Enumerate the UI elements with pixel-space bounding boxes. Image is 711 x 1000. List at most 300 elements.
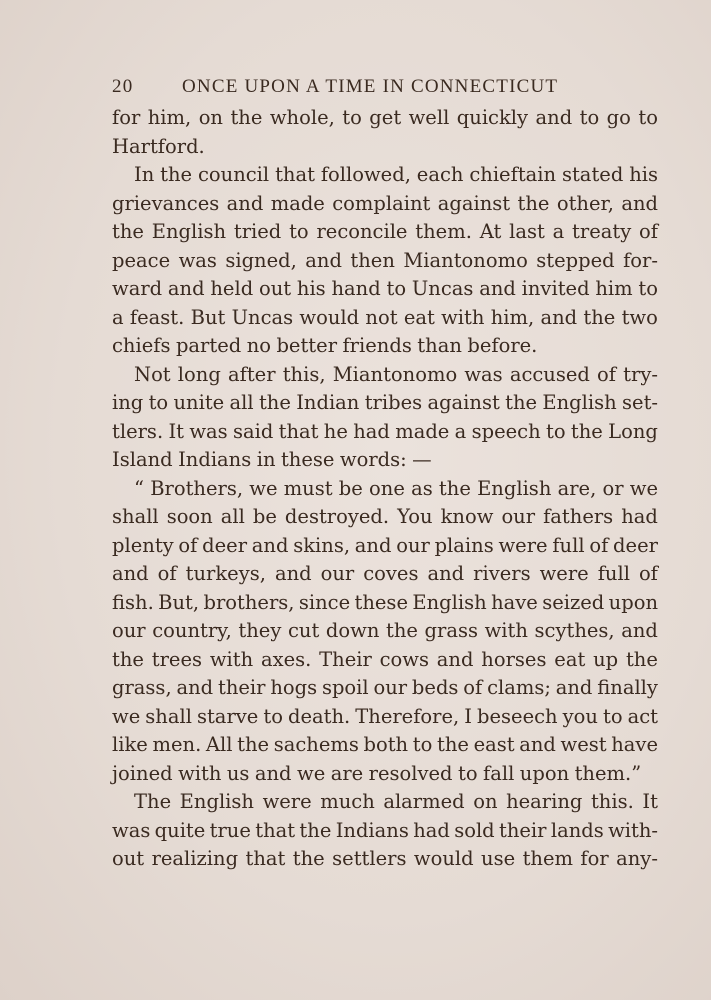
word: and <box>555 676 593 699</box>
word: this, <box>282 362 326 386</box>
text-line <box>112 845 658 874</box>
word: reconcile <box>316 220 408 243</box>
word: with <box>484 619 528 642</box>
word: You <box>397 505 433 528</box>
word: the <box>505 391 538 414</box>
word: him <box>595 277 633 300</box>
word: go <box>606 106 631 129</box>
word: that <box>278 419 319 443</box>
word: words: <box>339 448 407 471</box>
word: all <box>220 505 245 528</box>
word: since <box>298 590 351 614</box>
word: the <box>386 619 418 642</box>
word: for- <box>623 248 658 272</box>
text-line <box>112 275 658 304</box>
word: hearing <box>506 790 583 813</box>
text-line <box>112 161 658 190</box>
word: coves <box>363 562 419 585</box>
word: stated <box>561 163 624 186</box>
word: and <box>226 191 264 215</box>
word: or <box>602 476 624 500</box>
word: starve <box>196 704 259 728</box>
word: In <box>134 163 155 186</box>
text-line <box>112 589 658 618</box>
text-line <box>112 731 658 760</box>
word: deer <box>202 533 248 557</box>
text-line <box>112 475 658 504</box>
word: be <box>252 505 277 528</box>
word: to <box>602 704 623 728</box>
text-line <box>112 247 658 276</box>
word: all <box>229 391 254 414</box>
word: shall <box>145 704 192 728</box>
word: shall <box>112 505 159 528</box>
word: our <box>373 676 408 699</box>
word: brothers, <box>203 590 295 614</box>
word: in <box>256 448 276 471</box>
word: alarmed <box>383 790 465 813</box>
word: and <box>535 106 573 129</box>
word: invited <box>521 277 590 300</box>
word: against <box>437 191 511 215</box>
word: had <box>353 419 390 443</box>
word: try- <box>623 362 658 386</box>
word: to <box>638 106 658 129</box>
word: Long <box>608 419 658 443</box>
word: act <box>627 704 658 728</box>
word: grievances <box>112 191 220 215</box>
word: his <box>296 277 326 300</box>
word: quickly <box>456 106 529 129</box>
word: quite <box>154 818 206 842</box>
text-line <box>112 446 658 475</box>
word: must <box>283 476 333 500</box>
text-block <box>112 70 658 874</box>
word: before. <box>467 334 538 357</box>
word: But, <box>158 590 200 614</box>
word: other, <box>556 191 614 215</box>
word: and <box>621 619 658 642</box>
word: would <box>299 305 360 329</box>
word: English <box>542 391 617 414</box>
word: grass, <box>112 676 172 699</box>
word: and <box>621 191 658 215</box>
word: with- <box>608 818 658 842</box>
word: unite <box>173 391 225 414</box>
word: to <box>386 277 407 300</box>
word: these <box>354 590 408 614</box>
word: have <box>611 733 658 756</box>
word: were <box>539 562 589 585</box>
word: and <box>519 733 556 756</box>
word: of <box>157 562 177 585</box>
word: Indian <box>296 391 360 414</box>
text-line <box>112 104 658 133</box>
word: and <box>251 533 289 557</box>
word: clams; <box>487 676 551 699</box>
word: not <box>365 305 398 329</box>
word: full <box>552 533 585 557</box>
word: out <box>258 277 292 300</box>
word: Indians <box>335 818 409 842</box>
word: The <box>134 790 172 813</box>
text-line <box>112 503 658 532</box>
word: east <box>473 733 515 756</box>
word: followed, <box>320 163 411 186</box>
word: hand <box>331 277 381 300</box>
word: sachems <box>273 733 359 756</box>
word: seized <box>542 590 605 614</box>
text-line <box>112 617 658 646</box>
word: — <box>412 448 432 471</box>
word: English <box>412 590 487 614</box>
word: to <box>579 106 600 129</box>
word: beseech <box>477 704 558 728</box>
word: the <box>160 163 193 186</box>
word: two <box>621 305 658 329</box>
text-line <box>112 133 658 162</box>
word: made <box>395 419 450 443</box>
word: to <box>412 733 433 756</box>
word: full <box>597 562 630 585</box>
running-head <box>112 70 658 104</box>
text-line <box>112 418 658 447</box>
word: the <box>258 391 291 414</box>
word: one <box>369 476 405 500</box>
word: was <box>464 362 503 386</box>
word: against <box>427 391 500 414</box>
word: of <box>589 533 609 557</box>
word: of <box>463 676 483 699</box>
word: their <box>217 676 266 699</box>
word: they <box>238 619 282 642</box>
word: and <box>274 562 312 585</box>
word: true <box>209 818 251 842</box>
word: and <box>167 277 205 300</box>
word: set- <box>622 391 658 414</box>
word: But <box>190 305 226 329</box>
word: feast. <box>129 305 185 329</box>
word: accused <box>509 362 590 386</box>
word: complaint <box>332 191 431 215</box>
word: country, <box>152 619 232 642</box>
word: lands <box>550 818 604 842</box>
word: the <box>299 818 332 842</box>
word: and <box>427 562 465 585</box>
word: to <box>148 391 169 414</box>
word: have <box>491 590 538 614</box>
word: English <box>179 790 254 813</box>
word: sold <box>454 818 495 842</box>
word: hogs <box>270 676 318 699</box>
word: a <box>112 305 124 329</box>
word: Uncas <box>411 277 474 300</box>
word: realizing <box>151 847 239 870</box>
word: and <box>540 305 578 329</box>
word: joined <box>112 761 173 785</box>
word: said <box>232 419 274 443</box>
text-line <box>112 674 658 703</box>
word: cut <box>287 619 320 642</box>
word: no <box>246 334 271 357</box>
word: to <box>263 704 283 728</box>
word: much <box>320 790 375 813</box>
word: them.” <box>574 761 642 785</box>
word: our <box>320 562 355 585</box>
word: made <box>270 191 325 215</box>
word: are <box>330 761 364 785</box>
word: tribes <box>364 391 423 414</box>
word: with <box>441 305 485 329</box>
word: to <box>638 277 658 300</box>
word: fall <box>483 761 515 785</box>
text-line <box>112 332 658 361</box>
word: his <box>629 163 658 186</box>
word: the <box>292 847 325 870</box>
word: these <box>280 448 335 471</box>
word: the <box>583 305 616 329</box>
word: deer <box>613 533 658 557</box>
word: after <box>227 362 276 386</box>
body-text <box>112 104 658 874</box>
word: west <box>560 733 607 756</box>
word: ing <box>112 391 144 414</box>
word: plains <box>434 533 494 557</box>
word: the <box>112 647 144 671</box>
word: rivers <box>473 562 531 585</box>
word: use <box>481 847 516 870</box>
word: Therefore, <box>355 704 460 728</box>
word: Miantonomo <box>332 362 458 386</box>
word: to <box>342 106 362 129</box>
word: then <box>350 248 395 272</box>
text-line <box>112 532 658 561</box>
word: the <box>112 220 144 243</box>
word: resolved <box>368 761 453 785</box>
text-line <box>112 218 658 247</box>
word: English <box>477 476 552 500</box>
word: to <box>457 761 478 785</box>
word: us <box>226 761 250 785</box>
word: last <box>509 220 545 243</box>
word: had <box>413 818 450 842</box>
word: of <box>597 362 617 386</box>
word: parted <box>175 334 242 357</box>
word: know <box>440 505 494 528</box>
word: our <box>112 619 146 642</box>
word: death. <box>287 704 351 728</box>
text-line <box>112 361 658 390</box>
word: cows <box>379 647 429 671</box>
word: beds <box>411 676 459 699</box>
word: this. <box>590 790 634 813</box>
word: we <box>629 476 658 500</box>
word: with <box>178 761 222 785</box>
word: Not <box>134 362 171 386</box>
word: the <box>237 733 270 756</box>
word: and <box>112 562 149 585</box>
word: axes. <box>260 647 312 671</box>
word: Their <box>319 647 372 671</box>
word: All <box>205 733 233 756</box>
word: spoil <box>321 676 369 699</box>
word: were <box>262 790 312 813</box>
word: the <box>230 106 263 129</box>
word: fish. <box>112 590 154 614</box>
word: that <box>255 818 296 842</box>
word: any- <box>616 847 658 870</box>
word: finally <box>597 676 658 699</box>
word: speech <box>471 419 541 443</box>
word: out <box>112 847 145 870</box>
page-number: 20 <box>112 76 134 97</box>
word: to <box>545 419 566 443</box>
word: you <box>562 704 598 728</box>
word: the <box>625 647 658 671</box>
word: horses <box>481 647 547 671</box>
word: scythes, <box>534 619 615 642</box>
word: of <box>639 220 658 243</box>
word: It <box>168 419 184 443</box>
word: whole, <box>269 106 335 129</box>
word: I <box>464 704 472 728</box>
word: down <box>325 619 380 642</box>
word: the <box>436 733 469 756</box>
text-line <box>112 389 658 418</box>
word: settlers <box>332 847 407 870</box>
word: and <box>479 277 516 300</box>
text-line <box>112 560 658 589</box>
word: upon <box>608 590 658 614</box>
word: and <box>305 248 342 272</box>
word: chiefs <box>112 334 171 357</box>
word: friends <box>342 334 412 357</box>
word: them <box>522 847 573 870</box>
word: to <box>289 220 309 243</box>
word: their <box>499 818 547 842</box>
word: than <box>417 334 462 357</box>
word: and <box>176 676 214 699</box>
word: for <box>112 106 141 129</box>
word: skins, <box>293 533 351 557</box>
word: held <box>210 277 254 300</box>
word: At <box>479 220 502 243</box>
word: Hartford. <box>112 134 205 158</box>
word: ward <box>112 277 163 300</box>
word: Uncas <box>231 305 294 329</box>
word: soon <box>166 505 213 528</box>
word: well <box>408 106 450 129</box>
text-line <box>112 190 658 219</box>
word: peace <box>112 248 171 272</box>
word: English <box>151 220 227 243</box>
word: Miantonomo <box>403 248 528 272</box>
word: a <box>454 419 467 443</box>
word: our <box>501 505 536 528</box>
word: eat <box>554 647 586 671</box>
word: get <box>369 106 402 129</box>
word: better <box>276 334 338 357</box>
word: was <box>112 818 151 842</box>
word: both <box>363 733 409 756</box>
text-line <box>112 703 658 732</box>
word: we <box>249 476 278 500</box>
word: the <box>438 476 471 500</box>
word: that <box>275 163 315 186</box>
word: are, <box>557 476 597 500</box>
word: plenty <box>112 533 174 557</box>
word: long <box>177 362 221 386</box>
word: It <box>642 790 658 813</box>
word: of <box>178 533 198 557</box>
word: would <box>413 847 474 870</box>
word: we <box>112 704 141 728</box>
word: a <box>552 220 565 243</box>
word: the <box>517 191 550 215</box>
text-line <box>112 304 658 333</box>
word: chieftain <box>469 163 557 186</box>
word: of <box>638 562 658 585</box>
word: Island <box>112 448 173 471</box>
word: eat <box>403 305 435 329</box>
word: up <box>593 647 619 671</box>
word: trees <box>151 647 202 671</box>
word: him, <box>490 305 535 329</box>
word: treaty <box>572 220 632 243</box>
word: for <box>580 847 609 870</box>
text-line <box>112 788 658 817</box>
word: as <box>411 476 433 500</box>
running-title: ONCE UPON A TIME IN CONNECTICUT <box>182 76 559 97</box>
word: and <box>254 761 292 785</box>
word: was <box>189 419 228 443</box>
word: on <box>473 790 498 813</box>
word: fathers <box>543 505 614 528</box>
word: that <box>245 847 286 870</box>
word: had <box>621 505 658 528</box>
word: grass <box>424 619 478 642</box>
word: each <box>416 163 464 186</box>
word: upon <box>519 761 570 785</box>
word: tlers. <box>112 419 164 443</box>
text-line <box>112 646 658 675</box>
word: were <box>498 533 548 557</box>
word: with <box>209 647 254 671</box>
word: the <box>570 419 603 443</box>
word: turkeys, <box>185 562 266 585</box>
word: he <box>323 419 348 443</box>
word: council <box>197 163 270 186</box>
word: Indians <box>178 448 252 471</box>
word: Brothers, <box>150 476 244 500</box>
word: we <box>297 761 326 785</box>
word: him, <box>147 106 192 129</box>
word: men. <box>152 733 202 756</box>
text-line <box>112 817 658 846</box>
word: destroyed. <box>284 505 390 528</box>
word: tried <box>233 220 282 243</box>
word: be <box>338 476 363 500</box>
word: and <box>354 533 392 557</box>
word: signed, <box>225 248 297 272</box>
text-line <box>112 760 658 789</box>
word: “ <box>134 476 144 500</box>
word: and <box>436 647 474 671</box>
word: them. <box>415 220 472 243</box>
word: on <box>198 106 223 129</box>
word: was <box>178 248 217 272</box>
word: like <box>112 733 148 756</box>
